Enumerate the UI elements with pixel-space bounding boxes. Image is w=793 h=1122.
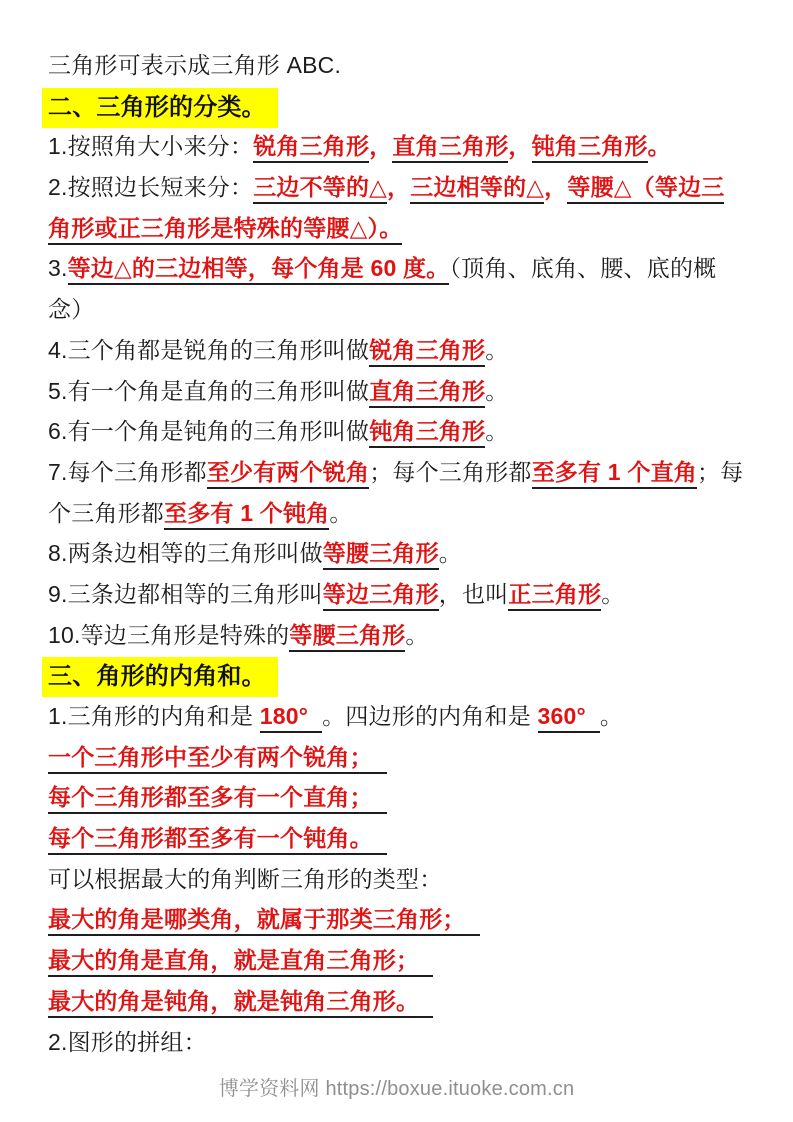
text-segment: ；每 [696, 458, 744, 485]
key-term: 最大的角是直角，就是直角三角形； [48, 947, 433, 977]
key-term: 直角三角形 [369, 378, 485, 408]
key-term: 至少有两个锐角 [207, 459, 369, 489]
text-segment: 5.有一个角是直角的三角形叫做 [48, 377, 370, 404]
text-line [48, 1022, 757, 1063]
key-term: 最大的角是哪类角，就属于那类三角形； [48, 906, 480, 936]
key-term: ， [508, 133, 532, 160]
text-line [48, 248, 757, 289]
text-line [48, 493, 757, 534]
text-segment: 。 [485, 418, 509, 445]
text-segment: 。 [438, 540, 462, 567]
document-body [48, 45, 757, 1062]
key-term: 180° [260, 703, 322, 733]
key-term: 锐角三角形 [369, 337, 485, 367]
section-heading [48, 655, 757, 696]
key-term: 最大的角是钝角，就是钝角三角形。 [48, 988, 433, 1018]
key-term: 等腰三角形 [323, 540, 439, 570]
text-segment: 。 [329, 499, 353, 526]
text-segment: 。四边形的内角和是 [322, 703, 538, 729]
section-heading-highlight: 二、三角形的分类。 [42, 88, 278, 128]
key-term: 每个三角形都至多有一个钝角。 [48, 825, 387, 855]
text-line [48, 289, 757, 330]
page-footer [0, 1072, 793, 1101]
text-line [48, 615, 757, 656]
text-line [48, 411, 757, 452]
section-heading [48, 86, 757, 127]
key-term: 钝角三角形 [369, 418, 485, 448]
text-line [48, 981, 757, 1022]
key-term: 三边相等的△ [410, 174, 544, 204]
text-line [48, 330, 757, 371]
text-line [48, 208, 757, 249]
text-segment: 6.有一个角是钝角的三角形叫做 [48, 418, 370, 445]
text-segment: 。 [599, 703, 624, 729]
footer-watermark: 博学资料网 https://boxue.ituoke.com.cn [218, 1078, 575, 1100]
text-line [48, 818, 757, 859]
key-term: 三边不等的△ [253, 174, 387, 204]
key-term: 等腰△（等边三 [567, 174, 724, 204]
text-segment: 9.三条边都相等的三角形叫 [48, 580, 323, 607]
key-term: 直角三角形 [392, 133, 508, 163]
text-segment: 。 [405, 621, 429, 648]
text-segment: 8.两条边相等的三角形叫做 [48, 540, 323, 567]
key-term: 至多有 1 个钝角 [164, 500, 329, 530]
text-segment: 1.三角形的内角和是 [48, 703, 260, 729]
key-term: 每个三角形都至多有一个直角； [48, 784, 387, 814]
text-line [48, 940, 757, 981]
text-segment: 3. [48, 255, 68, 282]
text-line [48, 777, 757, 818]
text-segment: （顶角、底角、腰、底的概 [449, 255, 717, 282]
text-line [48, 696, 757, 737]
text-segment: 4.三个角都是锐角的三角形叫做 [48, 336, 370, 363]
key-term: 钝角三角形 [532, 133, 648, 163]
text-line [48, 126, 757, 167]
key-term: 至多有 1 个直角 [532, 459, 697, 489]
text-segment: 10.等边三角形是特殊的 [48, 621, 290, 648]
key-term: 锐角三角形 [253, 133, 369, 163]
key-term: 。 [647, 133, 671, 160]
text-line [48, 899, 757, 940]
key-term: 等边△的三边相等，每个角是 60 度。 [68, 255, 450, 285]
text-line [48, 737, 757, 778]
text-segment: 个三角形都 [48, 499, 164, 526]
key-term: 360° [538, 703, 600, 733]
text-segment: 。 [485, 336, 509, 363]
text-line [48, 452, 757, 493]
text-segment: 1.按照角大小来分： [48, 133, 254, 160]
key-term: ， [387, 174, 411, 201]
text-segment: 可以根据最大的角判断三角形的类型： [48, 865, 443, 892]
text-line [48, 574, 757, 615]
key-term: 正三角形 [508, 581, 601, 611]
text-segment: 。 [601, 580, 625, 607]
text-segment: 7.每个三角形都 [48, 458, 207, 485]
text-line [48, 45, 757, 86]
text-segment: 三角形可表示成三角形 ABC. [48, 52, 342, 78]
text-line [48, 533, 757, 574]
text-segment: 2.图形的拼组： [48, 1028, 207, 1055]
text-segment: 念） [48, 296, 95, 323]
key-term: 一个三角形中至少有两个锐角； [48, 744, 387, 774]
text-line [48, 167, 757, 208]
key-term: 角形或正三角形是特殊的等腰△）。 [48, 215, 402, 245]
text-segment: 。 [485, 377, 509, 404]
section-heading-highlight: 三、角形的内角和。 [42, 657, 278, 697]
text-segment: 2.按照边长短来分： [48, 174, 254, 201]
text-line [48, 859, 757, 900]
key-term: 等边三角形 [323, 581, 439, 611]
text-line [48, 371, 757, 412]
text-segment: ；每个三角形都 [369, 458, 532, 485]
key-term: ， [369, 133, 393, 160]
key-term: ， [544, 174, 568, 201]
text-segment: ，也叫 [438, 580, 509, 607]
key-term: 等腰三角形 [289, 622, 405, 652]
